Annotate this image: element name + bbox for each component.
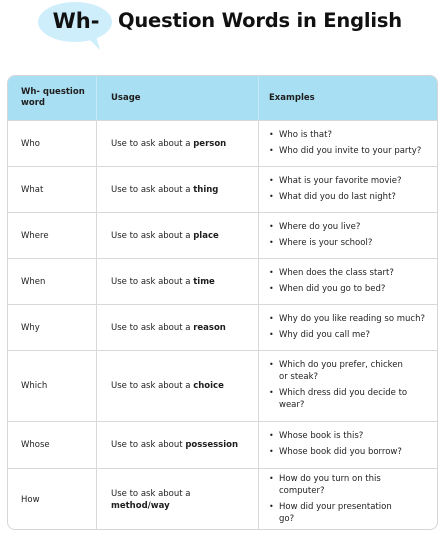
column-header-usage: Usage: [111, 92, 141, 103]
question-word: Whose: [21, 440, 50, 450]
usage-text: Use to ask about a reason: [111, 322, 226, 333]
example-item: • Which dress did you decide to wear?: [269, 387, 409, 411]
question-word: Who: [21, 138, 40, 149]
wh-badge: Wh-: [52, 9, 100, 33]
table-row: [8, 468, 437, 530]
examples-list: [269, 127, 421, 161]
column-header-word: Wh- question word: [21, 87, 85, 108]
page-header: [0, 0, 444, 62]
usage-text: Use to ask about a time: [111, 276, 215, 287]
question-word: Which: [21, 381, 48, 391]
table-row: [8, 304, 437, 350]
usage-text: Use to ask about a thing: [111, 184, 219, 195]
usage-text: Use to ask about a place: [111, 230, 219, 241]
example-item: • When did you go to bed?: [269, 283, 394, 295]
question-word: Where: [21, 230, 49, 241]
example-item: • Whose book did you borrow?: [269, 446, 402, 458]
usage-text: Use to ask about possession: [111, 440, 239, 450]
table-header-row: [8, 76, 437, 120]
example-item: • How did your presentation go?: [269, 501, 409, 525]
usage-text: Use to ask about a person: [111, 138, 227, 149]
example-item: • What did you do last night?: [269, 191, 402, 203]
examples-list: [269, 428, 402, 462]
example-item: • Where do you live?: [269, 221, 372, 233]
example-item: • How do you turn on this computer?: [269, 473, 409, 497]
question-word: When: [21, 276, 46, 287]
question-word: How: [21, 495, 40, 505]
table-row: [8, 166, 437, 212]
example-item: • Where is your school?: [269, 237, 372, 249]
question-word: Why: [21, 322, 40, 333]
table-row: [8, 212, 437, 258]
page-title: Question Words in English: [118, 9, 402, 32]
question-words-table: [7, 75, 438, 530]
example-item: • When does the class start?: [269, 267, 394, 279]
example-item: • Why did you call me?: [269, 329, 425, 341]
usage-text: Use to ask about a method/way: [111, 489, 191, 511]
example-item: • Which do you prefer, chicken or steak?: [269, 359, 409, 383]
examples-list: [269, 311, 425, 345]
examples-list: [269, 471, 409, 529]
example-item: • What is your favorite movie?: [269, 175, 402, 187]
table-row: [8, 350, 437, 421]
usage-text: Use to ask about a choice: [111, 381, 224, 391]
example-item: • Who is that?: [269, 129, 421, 141]
examples-list: [269, 173, 402, 207]
examples-list: [269, 219, 372, 253]
table-row: [8, 421, 437, 468]
table-row: [8, 258, 437, 304]
example-item: • Why do you like reading so much?: [269, 313, 425, 325]
examples-list: [269, 265, 394, 299]
example-item: • Who did you invite to your party?: [269, 145, 421, 157]
question-word: What: [21, 184, 44, 195]
table-row: [8, 120, 437, 166]
examples-list: [269, 357, 409, 415]
column-header-examples: Examples: [269, 92, 315, 103]
example-item: • Whose book is this?: [269, 430, 402, 442]
